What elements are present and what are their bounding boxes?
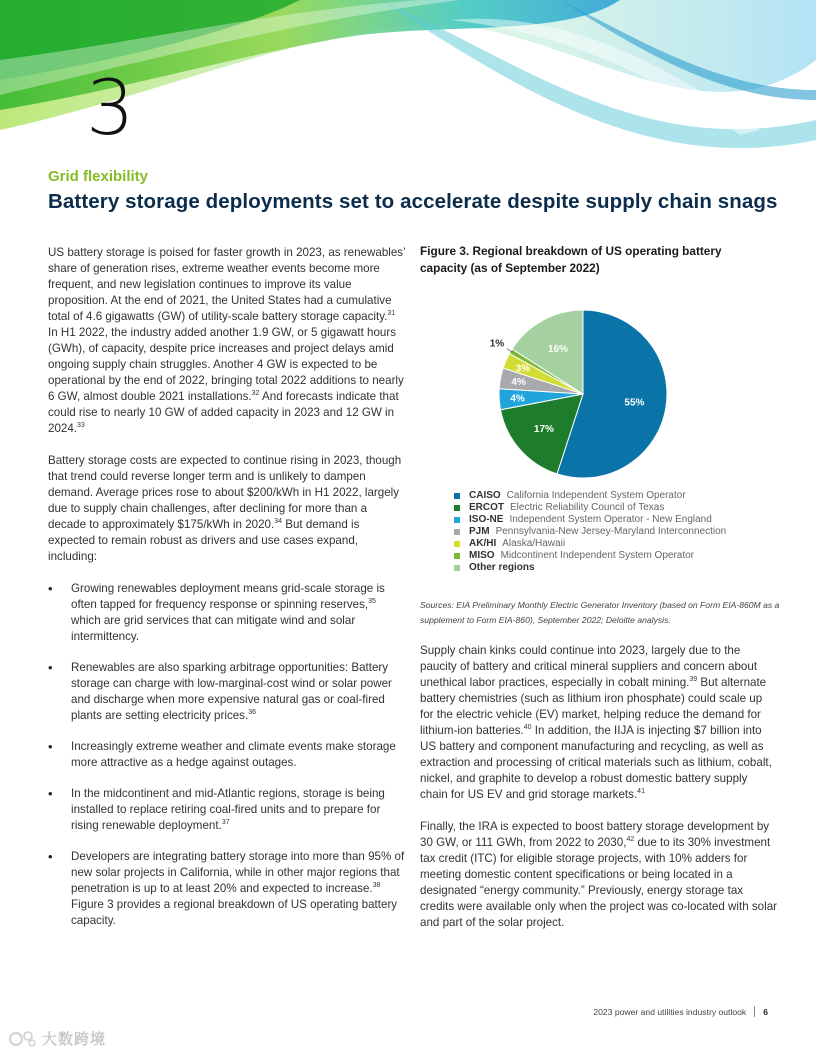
pie-chart: [440, 300, 740, 490]
intro-paragraph: US battery storage is poised for faster growth in 2023, as renewables’ share of generation rises, extreme weather events become more frequent, and new legislation continues to improve its value proposition. At the end of 2021, the United States had a cumulative total of 4.6 gigawatts (GW) of utility-scale battery storage capacity.$^{31}$ In H1 2022, the industry added another 1.9 GW, or 5 gigawatt hours (GWh), of capacity, despite price increases and project delays amid ongoing supply chain struggles. Another 4 GW is expected to be operational by the end of 2022, bringing total 2022 additions to nearly 6 GW, almost double 2021 installations.$^{32}$ And forecasts indicate that could rise to nearly 10 GW of added capacity in 2023 and 12 GW in 2024.33: [48, 246, 406, 435]
legend-name: California Independent System Operator: [506, 490, 686, 501]
page-title: Battery storage deployments set to accelerate despite supply chain snags: [48, 190, 778, 213]
footnote-ref: 41: [637, 788, 645, 795]
legend-code: MISO: [469, 550, 495, 561]
footer-divider: [754, 1006, 755, 1017]
data-label: 4%: [511, 377, 526, 389]
watermark: [8, 1028, 106, 1049]
footnote-ref: 37: [221, 819, 230, 826]
list-item: • Increasingly extreme weather and climate events make storage more attractive as a hedge against outages.: [48, 739, 408, 771]
right-column: [420, 643, 778, 947]
legend-entry: [454, 490, 726, 502]
legend-name: Electric Reliability Council of Texas: [510, 502, 665, 513]
legend-swatch: [454, 565, 460, 571]
costs-paragraph: Battery storage costs are expected to continue rising in 2023, though that trend could reverse longer term and is unlikely to dampen demand. Average prices rose to about $200/kWh in H1 2022, largely due to supply chain challenges, after declining for more than a decade to approximately $175/kWh in 2020.34 But demand is expected to remain robust as drivers and use cases expand, including:: [48, 454, 402, 563]
watermark-text: 大数跨境: [42, 1031, 107, 1048]
footnote-ref: 35: [368, 598, 376, 605]
legend-entry: [454, 562, 726, 574]
data-label: 16%: [547, 343, 568, 355]
legend-code: ERCOT: [469, 502, 504, 513]
data-label: 55%: [624, 397, 645, 409]
legend-code: CAISO: [469, 490, 501, 501]
footer-text: 2023 power and utilities industry outlook: [593, 1006, 747, 1017]
legend-code: AK/HI: [469, 538, 497, 549]
page-footer: [593, 1006, 768, 1017]
drivers-list: [48, 581, 408, 929]
figure-sources: Sources: EIA Preliminary Monthly Electric Generator Inventory (based on Form EIA-860M as a supplement to Form EIA-860), September 2022; Deloitte analysis.: [420, 600, 780, 625]
legend-name: Midcontinent Independent System Operator: [500, 550, 695, 561]
legend-entry: [454, 502, 726, 514]
footnote-ref: 39: [689, 676, 698, 683]
list-item: • Growing renewables deployment means grid-scale storage is often tapped for frequency response or spinning reserves,$^{35}$ which are grid services that can mitigate wind and solar intermittency.: [48, 581, 408, 645]
footnote-ref: 36: [248, 709, 256, 716]
chapter-number: 3: [86, 63, 135, 152]
watermark-logo-icon: [8, 1030, 38, 1048]
legend-name: Pennsylvania-New Jersey-Maryland Interconnection: [495, 526, 727, 537]
legend-swatch: [454, 529, 460, 535]
data-label: 17%: [533, 423, 554, 435]
list-item: • In the midcontinent and mid-Atlantic regions, storage is being installed to replace retiring coal-fired units and to prepare for rising renewable deployment.$^{37}$: [48, 786, 408, 834]
data-label: 4%: [510, 393, 525, 405]
data-label: 1%: [489, 338, 505, 350]
chart-legend: [454, 490, 726, 574]
legend-name: Alaska/Hawaii: [502, 538, 566, 549]
ira-paragraph: Finally, the IRA is expected to boost battery storage development by 30 GW, or 111 GWh, from 2022 to 2030,42 due to its 30% investment tax credit (ITC) for eligible storage projects, with 10% adders for meeting domestic content specifications or being located in a designated “energy community.” Previously, energy storage tax credits were available only when the project was co-located with solar and part of the solar project.: [420, 820, 778, 929]
legend-name: Independent System Operator - New England: [509, 514, 712, 525]
legend-code: ISO-NE: [469, 514, 504, 525]
legend-entry: [454, 526, 726, 538]
data-label: 3%: [515, 363, 531, 375]
legend-code: PJM: [469, 526, 490, 537]
list-item: • Renewables are also sparking arbitrage opportunities: Battery storage can charge with low-marginal-cost wind or solar power and discharge when more expensive natural gas or coal-fired plants are setting electricity prices.$^{36}$: [48, 660, 408, 724]
legend-code: Other regions: [469, 562, 535, 573]
footnote-ref: 32: [251, 390, 260, 397]
legend-swatch: [454, 505, 460, 511]
legend-swatch: [454, 517, 460, 523]
list-item: • Developers are integrating battery storage into more than 95% of new solar projects in California, while in other major regions that penetration is up to at least 20% and expected to increase.$^{38}$ Figure 3 provides a regional breakdown of US operating battery capacity.: [48, 849, 408, 929]
legend-entry: [454, 538, 726, 550]
footnote-ref: 33: [77, 422, 85, 429]
footnote-ref: 31: [387, 310, 396, 317]
footnote-ref: 34: [274, 518, 283, 525]
legend-swatch: [454, 493, 460, 499]
figure-title: Figure 3. Regional breakdown of US operating battery capacity (as of September 2022): [420, 244, 722, 275]
footnote-ref: 38: [372, 882, 381, 889]
legend-swatch: [454, 541, 460, 547]
page-number: 6: [763, 1006, 768, 1017]
legend-entry: [454, 514, 726, 526]
supply-chain-paragraph: Supply chain kinks could continue into 2023, largely due to the paucity of battery and critical mineral suppliers and concern about unethical labor practices, especially in cobalt mining.$^{39}$ But alternate battery chemistries (such as lithium iron phosphate) could scale up for the electric vehicle (EV) market, helping reduce the demand for lithium-ion batteries.$^{40}$ In addition, the IIJA is injecting $7 billion into US battery and component manufacturing and recycling, as well as extraction and processing of critical materials such as lithium, cobalt, nickel, and graphite to develop a robust domestic battery supply chain for US EV and grid storage markets.$^{41}$: [420, 644, 772, 801]
section-label: Grid flexibility: [48, 168, 149, 185]
legend-entry: [454, 550, 726, 562]
legend-swatch: [454, 553, 460, 559]
left-column: [48, 245, 408, 944]
footnote-ref: 40: [523, 724, 532, 731]
footnote-ref: 42: [626, 836, 635, 843]
